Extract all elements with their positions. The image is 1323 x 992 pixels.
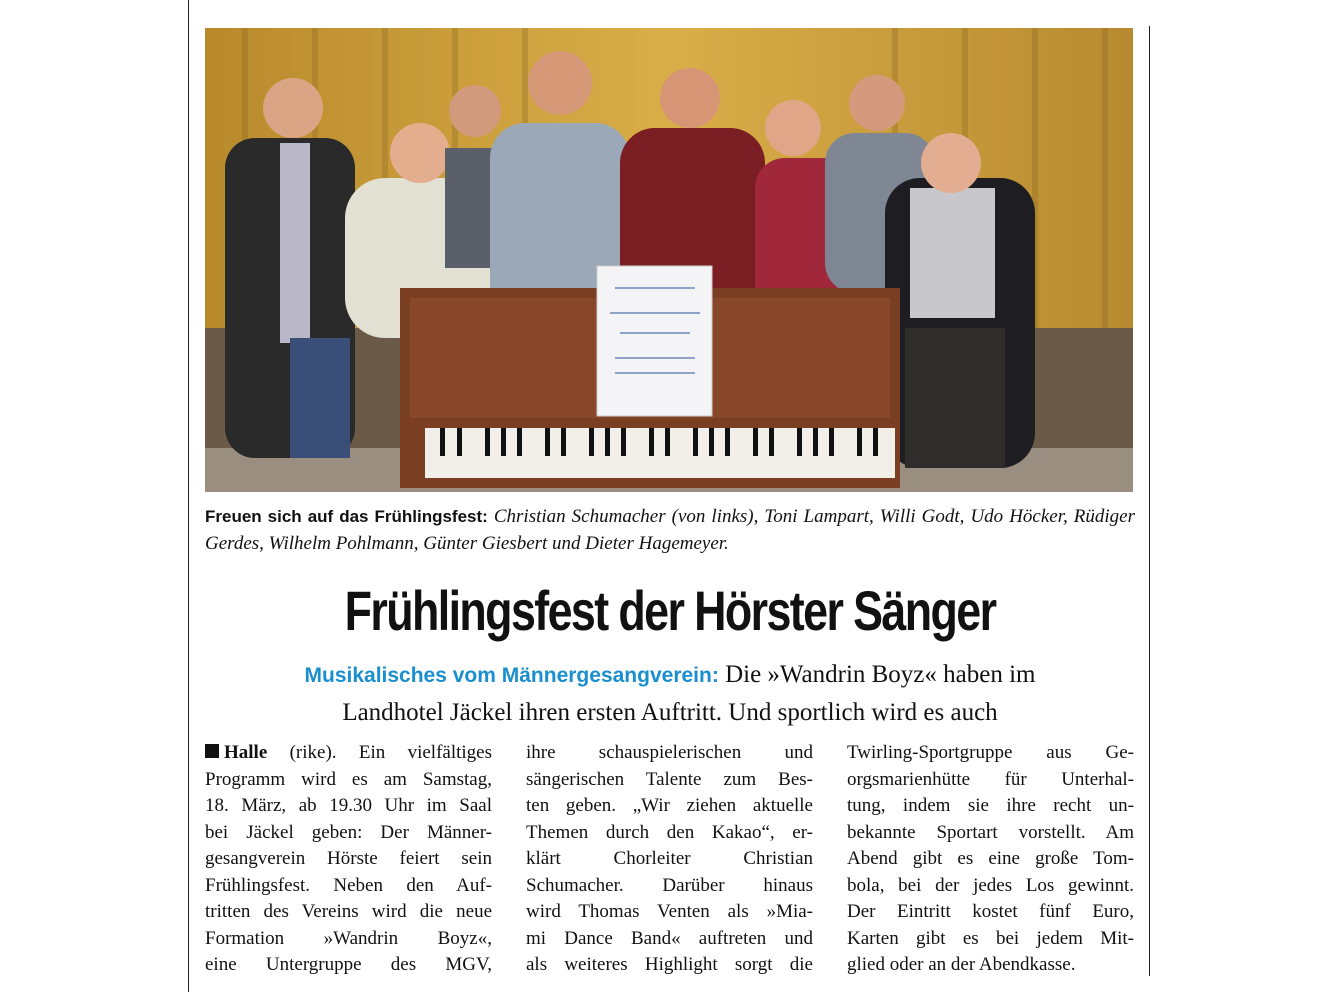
article-line: wird Thomas Venten als »Mia- [526,901,813,922]
article-line: bola, bei der jedes Los gewinnt. [847,874,1134,896]
article-line: gesangverein Hörste feiert sein [205,848,492,869]
article-line: 18. März, ab 19.30 Uhr im Saal [205,795,492,816]
article-line: Programm wird es am Samstag, [205,768,492,790]
article-line: Karten gibt es bei jedem Mit- [847,927,1134,949]
article-line: Formation »Wandrin Boyz«, [205,927,492,949]
dateline-square-icon [205,744,219,758]
subhead-kicker: Musikalisches vom Männergesangverein: [304,664,719,687]
article-line: als weiteres Highlight sorgt die [526,954,813,975]
article-column-1 [205,740,492,979]
subhead-line1: Die »Wandrin Boyz« haben im [725,661,1036,688]
article-line: bei Jäckel geben: Der Männer- [205,821,492,843]
article-line: Schumacher. Darüber hinaus [526,874,813,896]
article-line: eine Untergruppe des MGV, [205,954,492,975]
article-column-3 [847,740,1134,979]
article-line: orgsmarienhütte für Unterhal- [847,768,1134,790]
dateline-city: Halle [224,742,268,763]
article-line: mi Dance Band« auftreten und [526,927,813,949]
headline: Frühlingsfest der Hörster Sänger [344,579,996,642]
subhead-line2: Landhotel Jäckel ihren ersten Auftritt. Und sportlich wird es auch [342,699,998,726]
article-line: Themen durch den Kakao“, er- [526,821,813,843]
group-photo-illustration [205,28,1133,492]
article-line: Twirling-Sportgruppe aus Ge- [847,742,1134,763]
article-line: ten geben. „Wir ziehen aktuelle [526,795,813,816]
article-line: Der Eintritt kostet fünf Euro, [847,901,1134,922]
article-line: tung, indem sie ihre recht un- [847,795,1134,816]
article-line: Abend gibt es eine große Tom- [847,848,1134,869]
article-line: Frühlingsfest. Neben den Auf- [205,874,492,896]
article-line: glied oder an der Abendkasse. [847,954,1076,975]
column-rule-left [188,0,189,992]
article-column-2 [526,740,813,979]
subheadline [205,656,1135,731]
column-rule-right [1149,26,1150,976]
article-line: ihre schauspielerischen und [526,742,813,763]
caption-names: Christian Schumacher (von links), Toni Lampart, Willi Godt, Udo Höcker, Rüdiger Gerdes, Wilhelm Pohlmann, Günter Giesbert und Dieter Hagemeyer. [205,506,1136,554]
article-line: Halle (rike). Ein vielfältiges [205,740,492,767]
article-line: sängerischen Talente zum Bes- [526,768,813,790]
article-line: klärt Chorleiter Christian [526,848,813,869]
caption-lead: Freuen sich auf das Frühlingsfest: [205,507,488,526]
article-line: tritten des Vereins wird die neue [205,901,492,922]
article-line: bekannte Sportart vorstellt. Am [847,821,1134,843]
photo-caption [205,503,1135,557]
group-photo [205,28,1133,492]
